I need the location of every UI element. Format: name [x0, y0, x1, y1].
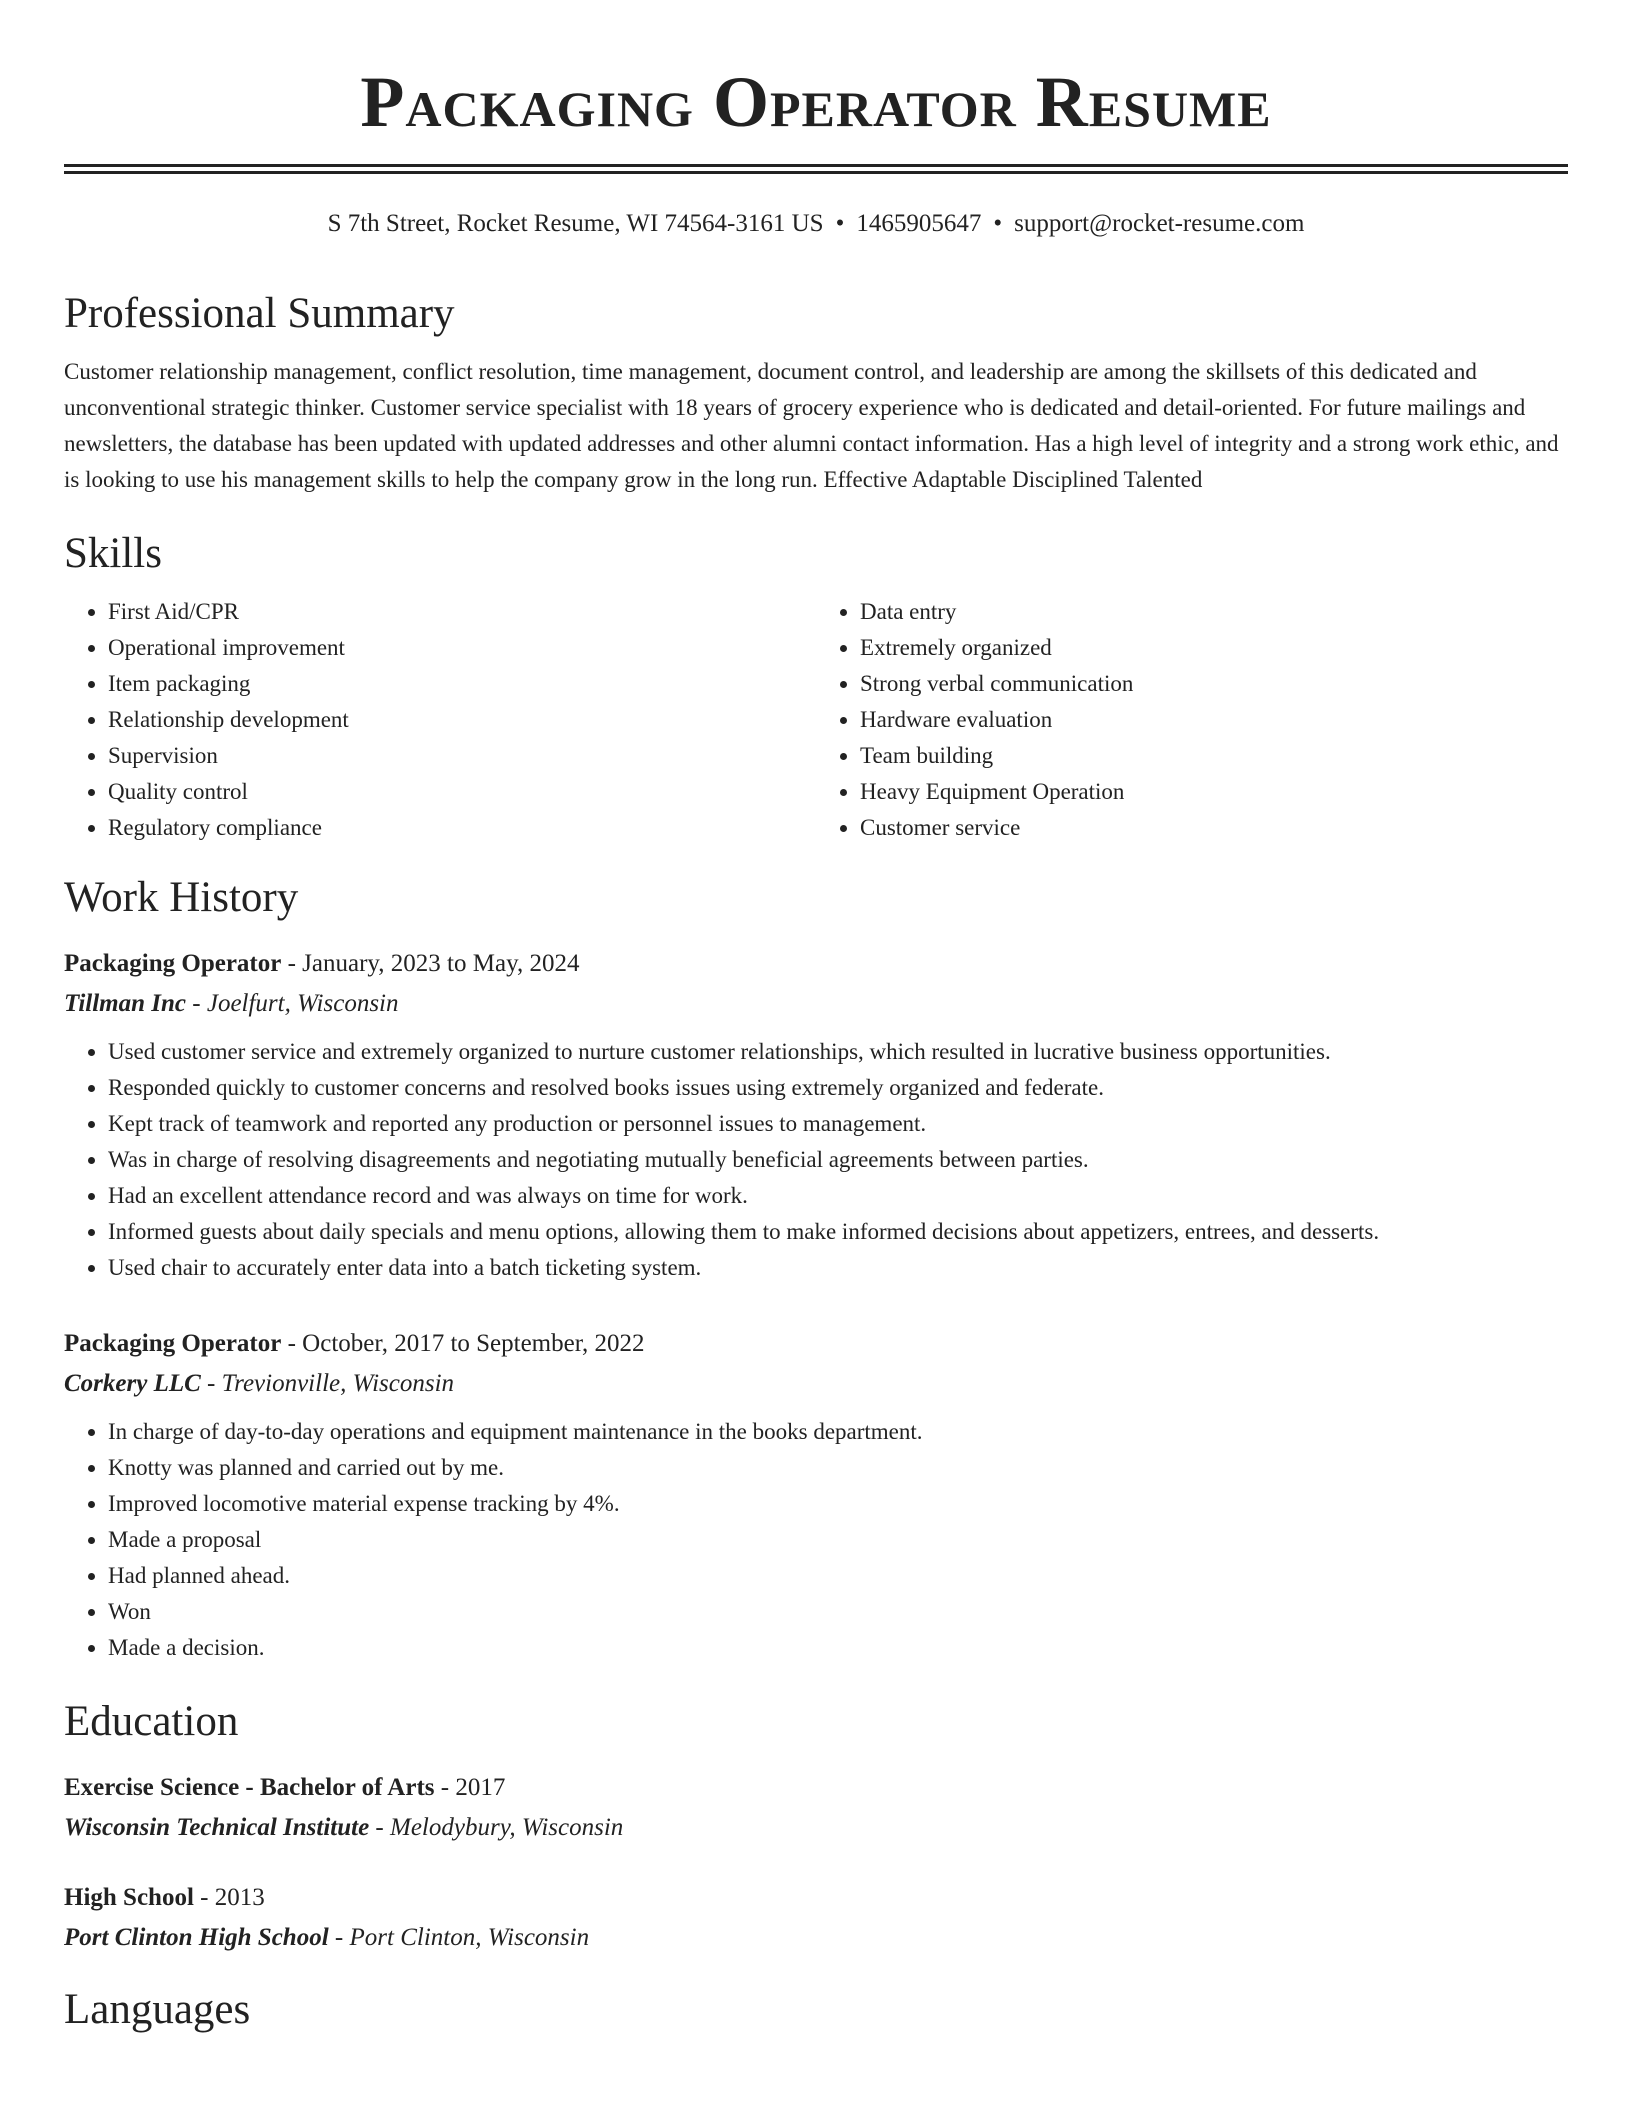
skill-item: • Relationship development [108, 702, 816, 738]
section-heading-work: Work History [64, 874, 299, 921]
job-title-line: Packaging Operator - October, 2017 to September, 2022 [64, 1330, 645, 1357]
job-bullet: • Made a proposal [108, 1522, 1568, 1558]
job-title: Packaging Operator [64, 1330, 282, 1357]
job-bullet: • Informed guests about daily specials and menu options, allowing them to make informed decisions about appetizers, entrees, and desserts. [108, 1214, 1568, 1250]
job-bullets [64, 1414, 1568, 1666]
job-bullets [64, 1034, 1568, 1286]
skill-item: • Quality control [108, 774, 816, 810]
job-entry [64, 1324, 1568, 1666]
job-bullet: • Kept track of teamwork and reported any production or personnel issues to management. [108, 1106, 1568, 1142]
education-school-line: Port Clinton High School - Port Clinton, Wisconsin [64, 1924, 590, 1951]
job-title-line: Packaging Operator - January, 2023 to May, 2024 [64, 950, 580, 977]
skill-item: • Heavy Equipment Operation [860, 774, 1568, 810]
section-heading-languages: Languages [64, 1986, 251, 2033]
work-history-section [64, 872, 1568, 1666]
job-company-line: Corkery LLC - Trevionville, Wisconsin [64, 1370, 455, 1397]
contact-phone: 1465905647 [856, 210, 982, 237]
skill-item: • Hardware evaluation [860, 702, 1568, 738]
job-company: Tillman Inc [64, 990, 187, 1017]
job-dates: October, 2017 to September, 2022 [302, 1330, 645, 1357]
education-location: Melodybury, Wisconsin [390, 1814, 624, 1841]
contact-separator: • [835, 210, 845, 237]
job-company: Corkery LLC [64, 1370, 201, 1397]
skill-item: • First Aid/CPR [108, 594, 816, 630]
job-bullet: • Used chair to accurately enter data into a batch ticketing system. [108, 1250, 1568, 1286]
skill-item: • Data entry [860, 594, 1568, 630]
skills-list-right [816, 594, 1568, 846]
contact-line [64, 208, 1568, 240]
job-bullet: • Improved locomotive material expense tracking by 4%. [108, 1486, 1568, 1522]
skill-item: • Operational improvement [108, 630, 816, 666]
job-company-line: Tillman Inc - Joelfurt, Wisconsin [64, 990, 399, 1017]
education-school: Wisconsin Technical Institute [64, 1814, 370, 1841]
skill-item: • Team building [860, 738, 1568, 774]
skill-item: • Item packaging [108, 666, 816, 702]
job-bullet: • In charge of day-to-day operations and equipment maintenance in the books department. [108, 1414, 1568, 1450]
title-double-rule [64, 164, 1568, 174]
languages-section [64, 1984, 1568, 2036]
education-degree-line: Exercise Science - Bachelor of Arts - 2017 [64, 1774, 506, 1801]
skill-item: • Supervision [108, 738, 816, 774]
skills-list-left [64, 594, 816, 846]
job-bullet: • Won [108, 1594, 1568, 1630]
job-bullet: • Knotty was planned and carried out by me. [108, 1450, 1568, 1486]
skill-item: • Extremely organized [860, 630, 1568, 666]
education-section [64, 1696, 1568, 1958]
education-entry [64, 1768, 1568, 1848]
job-bullet: • Had planned ahead. [108, 1558, 1568, 1594]
contact-email[interactable]: support@rocket-resume.com [1014, 210, 1305, 237]
page-title: Packaging Operator Resume [360, 62, 1272, 142]
job-bullet: • Used customer service and extremely organized to nurture customer relationships, which resulted in lucrative business opportunities. [108, 1034, 1568, 1070]
job-dates: January, 2023 to May, 2024 [302, 950, 580, 977]
summary-text: Customer relationship management, conflict resolution, time management, document control, and leadership are among the skillsets of this dedicated and unconventional strategic thinker. Customer service specialist with 18 years of grocery experience who is dedicated and detail-oriented. For future mailings and newsletters, the database has been updated with updated addresses and other alumni contact information. Has a high level of integrity and a strong work ethic, and is looking to use his management skills to help the company grow in the long run. Effective Adaptable Disciplined Talented [64, 359, 1559, 492]
section-heading-skills: Skills [64, 530, 162, 577]
skills-section [64, 528, 1568, 846]
education-school-line: Wisconsin Technical Institute - Melodybury, Wisconsin [64, 1814, 624, 1841]
contact-separator: • [993, 210, 1003, 237]
skill-item: • Strong verbal communication [860, 666, 1568, 702]
education-location: Port Clinton, Wisconsin [349, 1924, 590, 1951]
skills-columns [64, 594, 1568, 846]
education-year: 2013 [214, 1884, 265, 1911]
job-entry [64, 944, 1568, 1286]
education-entry [64, 1878, 1568, 1958]
job-bullet: • Was in charge of resolving disagreements and negotiating mutually beneficial agreements between parties. [108, 1142, 1568, 1178]
job-bullet: • Had an excellent attendance record and was always on time for work. [108, 1178, 1568, 1214]
job-location: Trevionville, Wisconsin [221, 1370, 455, 1397]
education-degree-line: High School - 2013 [64, 1884, 265, 1911]
education-degree: High School [64, 1884, 194, 1911]
section-heading-summary: Professional Summary [64, 290, 455, 337]
skill-item: • Regulatory compliance [108, 810, 816, 846]
job-location: Joelfurt, Wisconsin [206, 990, 399, 1017]
education-year: 2017 [455, 1774, 506, 1801]
education-degree: Exercise Science - Bachelor of Arts [64, 1774, 435, 1801]
job-title: Packaging Operator [64, 950, 282, 977]
section-heading-education: Education [64, 1698, 239, 1745]
skill-item: • Customer service [860, 810, 1568, 846]
contact-address: S 7th Street, Rocket Resume, WI 74564-3161 US [327, 210, 824, 237]
education-school: Port Clinton High School [64, 1924, 329, 1951]
job-bullet: • Responded quickly to customer concerns and resolved books issues using extremely organized and federate. [108, 1070, 1568, 1106]
job-bullet: • Made a decision. [108, 1630, 1568, 1666]
professional-summary-section [64, 288, 1568, 498]
